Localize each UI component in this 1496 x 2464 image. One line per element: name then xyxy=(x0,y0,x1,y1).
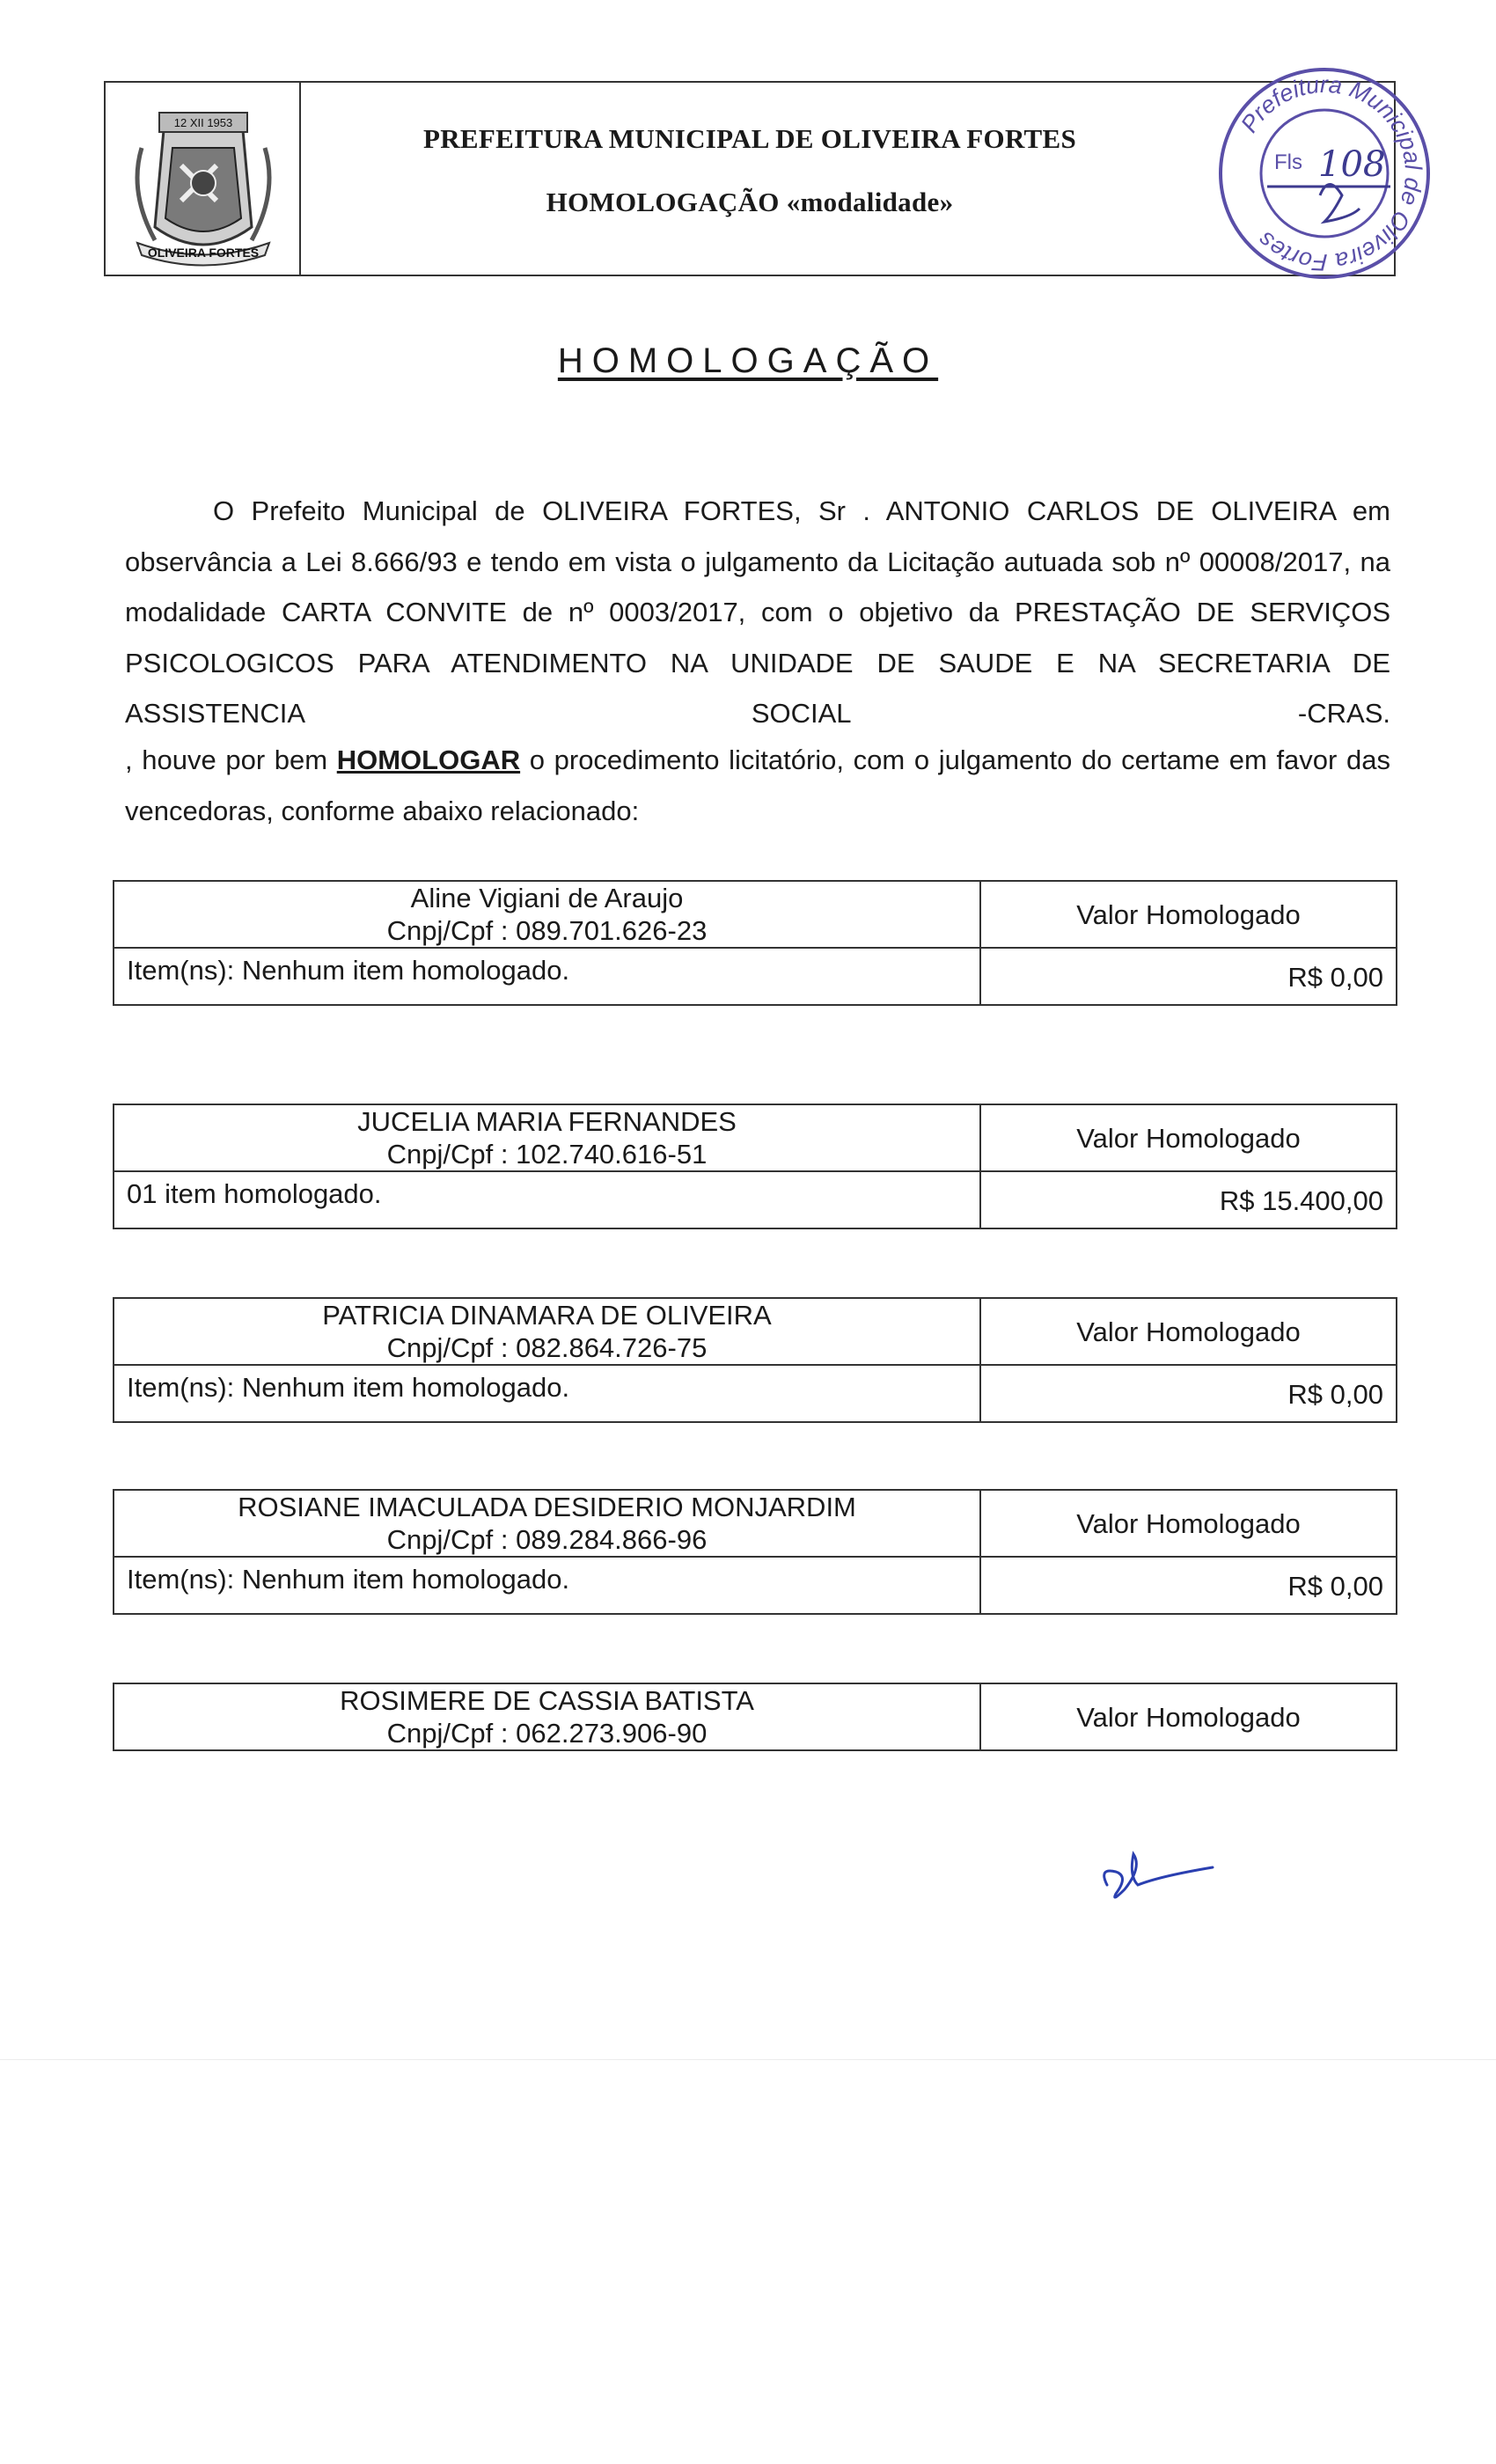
statement-suffix: o procedimento licitatório, com o julgamento do certame em favor das vencedoras, conforme abaixo relacionado: xyxy=(125,744,1390,826)
vendor-items: Item(ns): Nenhum item homologado. xyxy=(114,949,981,1004)
vendor-value: R$ 0,00 xyxy=(1287,1571,1383,1602)
municipal-crest-cell xyxy=(106,83,301,275)
stamp-ring-text: Prefeitura Municipal de Oliveira Fortes xyxy=(1236,70,1427,276)
handwritten-signature xyxy=(1089,1841,1221,1911)
svg-text:12 XII 1953: 12 XII 1953 xyxy=(173,116,233,129)
vendor-name: Aline Vigiani de Araujo xyxy=(410,883,684,913)
value-label: Valor Homologado xyxy=(981,882,1396,949)
page-divider xyxy=(0,2059,1496,2060)
vendor-identity xyxy=(114,1105,981,1172)
value-label: Valor Homologado xyxy=(981,1105,1396,1172)
vendor-cnpj: Cnpj/Cpf : 089.701.626-23 xyxy=(386,915,708,946)
vendor-table xyxy=(113,1104,1397,1229)
document-title: HOMOLOGAÇÃO xyxy=(557,341,939,380)
vendor-identity xyxy=(114,882,981,949)
stamp-fls-label: Fls xyxy=(1274,150,1302,174)
homologar-emphasis: HOMOLOGAR xyxy=(336,744,521,775)
vendor-name: ROSIANE IMACULADA DESIDERIO MONJARDIM xyxy=(238,1492,856,1522)
svg-text:OLIVEIRA FORTES: OLIVEIRA FORTES xyxy=(147,246,260,260)
vendor-name: ROSIMERE DE CASSIA BATISTA xyxy=(340,1685,754,1716)
value-label: Valor Homologado xyxy=(1076,1702,1301,1733)
vendor-table xyxy=(113,1683,1397,1751)
municipality-title: PREFEITURA MUNICIPAL DE OLIVEIRA FORTES xyxy=(422,123,1077,154)
vendor-name: PATRICIA DINAMARA DE OLIVEIRA xyxy=(322,1300,772,1331)
vendor-cnpj: Cnpj/Cpf : 082.864.726-75 xyxy=(386,1332,708,1363)
municipal-crest-icon xyxy=(120,95,287,267)
vendor-identity xyxy=(114,1684,981,1751)
vendor-cnpj: Cnpj/Cpf : 102.740.616-51 xyxy=(386,1139,708,1170)
vendor-value: R$ 0,00 xyxy=(1287,1379,1383,1410)
value-label: Valor Homologado xyxy=(981,1491,1396,1558)
vendor-items: 01 item homologado. xyxy=(114,1172,981,1228)
statement-prefix: , houve por bem xyxy=(125,744,328,775)
vendor-table xyxy=(113,1489,1397,1615)
vendor-identity xyxy=(114,1491,981,1558)
vendor-cnpj: Cnpj/Cpf : 089.284.866-96 xyxy=(386,1524,708,1555)
vendor-table xyxy=(113,1297,1397,1423)
vendor-items: Item(ns): Nenhum item homologado. xyxy=(114,1558,981,1613)
value-label: Valor Homologado xyxy=(981,1299,1396,1366)
document-subtitle: HOMOLOGAÇÃO «modalidade» xyxy=(546,187,954,217)
vendor-table xyxy=(113,880,1397,1006)
stamp-fls-number: 108 xyxy=(1318,144,1386,185)
homologation-paragraph: O Prefeito Municipal de OLIVEIRA FORTES, Sr . ANTONIO CARLOS DE OLIVEIRA em observância a Lei 8.666/93 e tendo em vista o julgamento da Licitação autuada sob nº 00008/2017, na modalidade CARTA CONVITE de nº 0003/2017, com o objetivo da PRESTAÇÃO DE SERVIÇOS PSICOLOGICOS PARA ATENDIMENTO NA UNIDADE DE SAUDE E NA SECRETARIA DE ASSISTENCIA SOCIAL -CRAS. xyxy=(125,495,1390,729)
vendor-value: R$ 15.400,00 xyxy=(1219,1185,1383,1216)
vendor-name: JUCELIA MARIA FERNANDES xyxy=(357,1106,737,1137)
vendor-value: R$ 0,00 xyxy=(1287,962,1383,993)
vendor-cnpj: Cnpj/Cpf : 062.273.906-90 xyxy=(386,1718,708,1749)
vendor-items: Item(ns): Nenhum item homologado. xyxy=(114,1366,981,1421)
page-number-stamp xyxy=(1214,63,1434,283)
homologation-statement xyxy=(125,735,1390,836)
vendor-identity xyxy=(114,1299,981,1366)
document-header xyxy=(104,81,1396,276)
